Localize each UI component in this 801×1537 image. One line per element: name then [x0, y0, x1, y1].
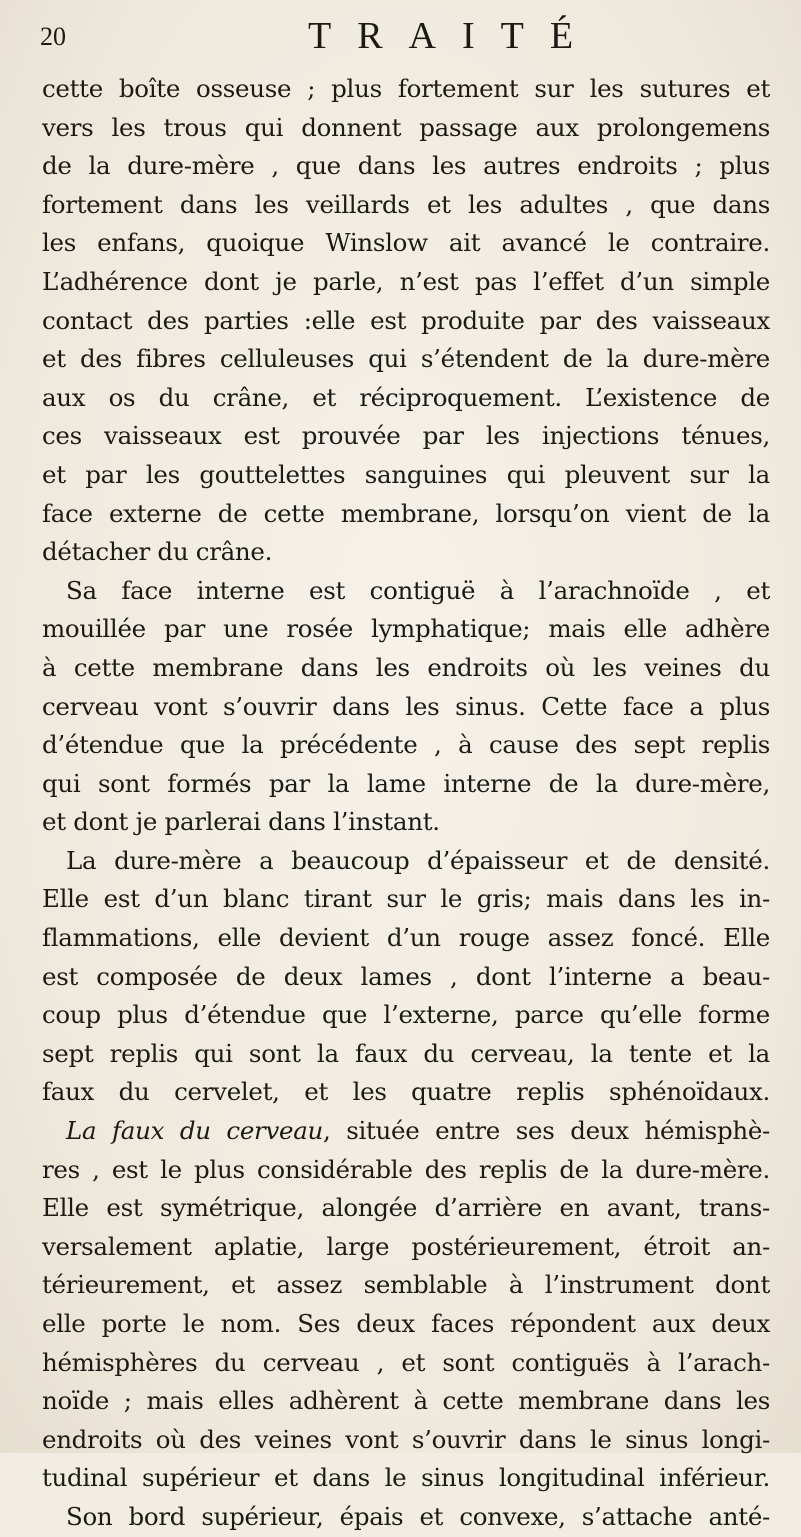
text-line	[42, 649, 770, 688]
line-text: , située entre ses deux hémisphè-	[322, 1116, 770, 1146]
line-text: Son bord supérieur, épais et convexe, s’attache anté-	[66, 1501, 770, 1531]
line-text: cerveau vont s’ouvrir dans les sinus. Cette face a plus	[42, 691, 770, 721]
text-line	[42, 1382, 770, 1421]
line-text: flammations, elle devient d’un rouge assez foncé. Elle	[42, 923, 770, 953]
line-text: tudinal supérieur et dans le sinus longitudinal inférieur.	[42, 1463, 770, 1493]
text-line	[42, 880, 770, 919]
text-line	[42, 610, 770, 649]
line-text: d’étendue que la précédente , à cause des sept replis	[42, 730, 770, 760]
text-line	[42, 996, 770, 1035]
page-header	[40, 14, 760, 60]
line-text: endroits où des veines vont s’ouvrir dans le sinus longi-	[42, 1424, 770, 1454]
line-text: La dure-mère a beaucoup d’épaisseur et de densité.	[66, 845, 770, 875]
line-text: faux du cervelet, et les quatre replis sphénoïdaux.	[42, 1077, 770, 1107]
text-line	[42, 379, 770, 418]
text-line	[42, 1305, 770, 1344]
text-line	[42, 1228, 770, 1267]
line-text: Elle est symétrique, alongée d’arrière en avant, trans-	[42, 1193, 770, 1223]
line-text: et dont je parlerai dans l’instant.	[42, 807, 440, 837]
body-text	[42, 70, 770, 1537]
line-text: les enfans, quoique Winslow ait avancé le contraire.	[42, 228, 770, 258]
line-text: Sa face interne est contiguë à l’arachnoïde , et	[66, 575, 770, 605]
text-line	[42, 803, 770, 842]
line-text: mouillée par une rosée lymphatique; mais elle adhère	[42, 614, 770, 644]
line-text: elle porte le nom. Ses deux faces répondent aux deux	[42, 1309, 770, 1338]
text-line	[42, 70, 770, 109]
page-number: 20	[40, 22, 66, 51]
line-text: et des fibres celluleuses qui s’étendent de la dure-mère	[42, 344, 770, 374]
text-line	[42, 224, 770, 263]
line-text: vers les trous qui donnent passage aux prolongemens	[42, 112, 770, 142]
line-text: contact des parties :elle est produite par des vaisseaux	[42, 305, 770, 335]
text-line	[42, 842, 770, 881]
text-line	[42, 1266, 770, 1305]
line-text: à cette membrane dans les endroits où les veines du	[42, 652, 770, 682]
text-line	[42, 1459, 770, 1498]
line-text: fortement dans les veillards et les adultes , que dans	[42, 189, 770, 219]
line-text: est composée de deux lames , dont l’interne a beau-	[42, 961, 770, 991]
line-text: L’adhérence dont je parle, n’est pas l’effet d’un simple	[42, 266, 770, 296]
text-line	[42, 1073, 770, 1112]
line-text: coup plus d’étendue que l’externe, parce qu’elle forme	[42, 1000, 770, 1030]
line-text: noïde ; mais elles adhèrent à cette membrane dans les	[42, 1386, 770, 1416]
text-line	[42, 1344, 770, 1383]
text-line	[42, 1112, 770, 1151]
text-line	[42, 263, 770, 302]
line-text: aux os du crâne, et réciproquement. L’existence de	[42, 382, 770, 412]
text-line	[42, 147, 770, 186]
line-text: hémisphères du cerveau , et sont contiguës à l’arach-	[42, 1347, 770, 1377]
text-line	[42, 109, 770, 148]
text-line	[42, 1421, 770, 1460]
text-line	[42, 726, 770, 765]
line-text: res , est le plus considérable des replis de la dure-mère.	[42, 1154, 770, 1184]
line-text: qui sont formés par la lame interne de la dure-mère,	[42, 768, 770, 798]
line-text: versalement aplatie, large postérieurement, étroit an-	[42, 1231, 770, 1261]
text-line	[42, 1151, 770, 1190]
text-line	[42, 456, 770, 495]
text-line	[42, 340, 770, 379]
line-text: ces vaisseaux est prouvée par les injections ténues,	[42, 421, 770, 451]
text-line	[42, 1189, 770, 1228]
line-text: et par les gouttelettes sanguines qui pleuvent sur la	[42, 459, 770, 489]
line-text: cette boîte osseuse ; plus fortement sur les sutures et	[42, 74, 770, 103]
text-line	[42, 186, 770, 225]
text-line	[42, 1498, 770, 1537]
italic-term: La faux du cerveau	[66, 1116, 323, 1146]
text-line	[42, 765, 770, 804]
text-line	[42, 495, 770, 534]
text-line	[42, 302, 770, 341]
text-line	[42, 572, 770, 611]
text-line	[42, 1035, 770, 1074]
line-text: face externe de cette membrane, lorsqu’on vient de la	[42, 498, 770, 528]
running-title: TRAITÉ	[308, 15, 600, 57]
text-line	[42, 919, 770, 958]
text-line	[42, 417, 770, 456]
line-text: détacher du crâne.	[42, 537, 273, 567]
line-text: térieurement, et assez semblable à l’instrument dont	[42, 1270, 770, 1300]
line-text: Elle est d’un blanc tirant sur le gris; mais dans les in-	[42, 884, 770, 914]
line-text: sept replis qui sont la faux du cerveau, la tente et la	[42, 1038, 770, 1068]
line-text: de la dure-mère , que dans les autres endroits ; plus	[42, 151, 770, 181]
text-line	[42, 688, 770, 727]
text-line	[42, 533, 770, 572]
text-line	[42, 958, 770, 997]
